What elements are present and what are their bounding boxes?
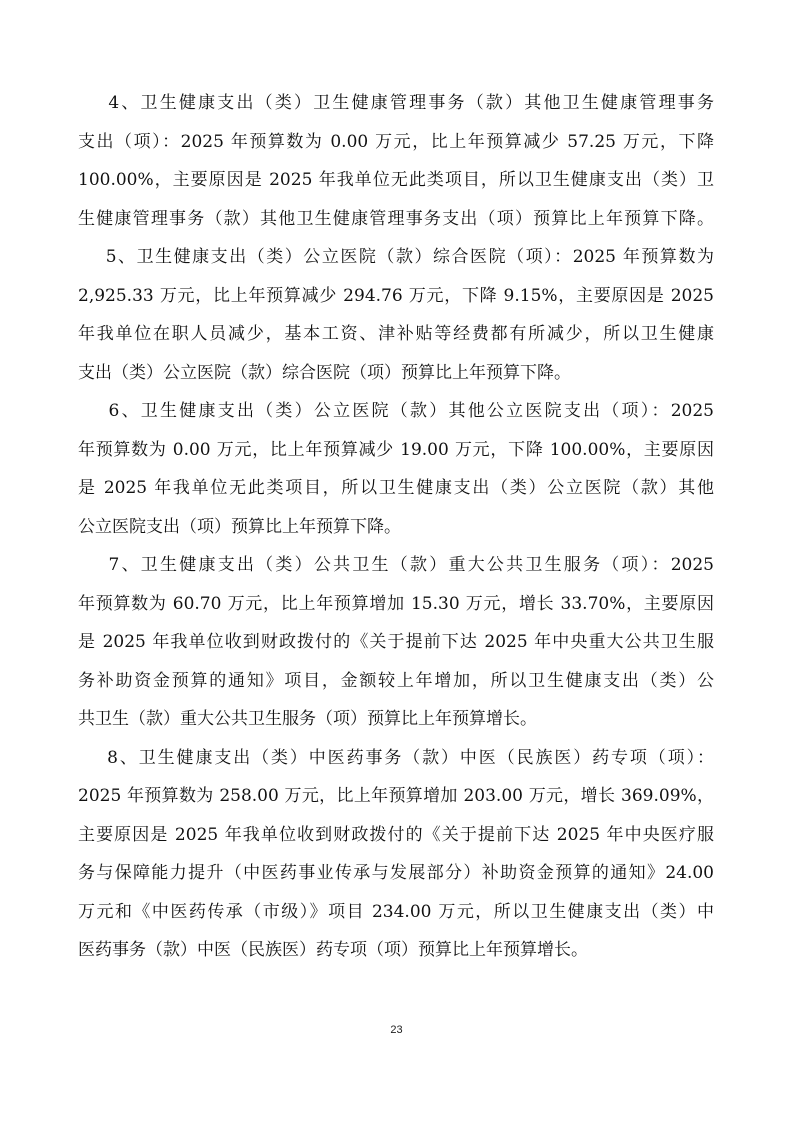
paragraph-line: 共卫生（款）重大公共卫生服务（项）预算比上年预算增长。	[78, 709, 537, 729]
paragraph-line: 务与保障能力提升（中医药事业传承与发展部分）补助资金预算的通知》24.00	[78, 863, 714, 883]
paragraph-line: 2025 年预算数为 258.00 万元，比上年预算增加 203.00 万元，增长 369.09%，	[78, 786, 714, 806]
paragraph-line: 务补助资金预算的通知》项目，金额较上年增加，所以卫生健康支出（类）公	[78, 670, 714, 691]
document-body	[78, 84, 714, 970]
paragraph-8	[78, 739, 714, 970]
paragraph-line: 是 2025 年我单位无此类项目，所以卫生健康支出（类）公立医院（款）其他	[78, 478, 714, 498]
paragraph-line: 2,925.33 万元，比上年预算减少 294.76 万元，下降 9.15%，主要原因是 2025	[78, 285, 714, 306]
paragraph-line: 年我单位在职人员减少，基本工资、津补贴等经费都有所减少，所以卫生健康	[78, 324, 714, 344]
paragraph-line: 万元和《中医药传承（市级）》项目 234.00 万元，所以卫生健康支出（类）中	[78, 901, 714, 922]
paragraph-line: 公立医院支出（项）预算比上年预算下降。	[78, 516, 401, 537]
paragraph-4	[78, 84, 714, 238]
paragraph-5	[78, 238, 714, 392]
paragraph-7	[78, 546, 714, 739]
paragraph-line: 6、卫生健康支出（类）公立医院（款）其他公立医院支出（项）：2025	[78, 401, 714, 421]
paragraph-line: 是 2025 年我单位收到财政拨付的《关于提前下达 2025 年中央重大公共卫生服	[78, 632, 714, 652]
paragraph-line: 年预算数为 0.00 万元，比上年预算减少 19.00 万元，下降 100.00%，主要原因	[78, 439, 714, 460]
paragraph-line: 5、卫生健康支出（类）公立医院（款）综合医院（项）：2025 年预算数为	[78, 247, 714, 267]
page-number: 23	[390, 1024, 403, 1036]
paragraph-line: 8、卫生健康支出（类）中医药事务（款）中医（民族医）药专项（项）：	[78, 747, 714, 768]
paragraph-line: 支出（类）公立医院（款）综合医院（项）预算比上年预算下降。	[78, 362, 571, 383]
paragraph-line: 4、卫生健康支出（类）卫生健康管理事务（款）其他卫生健康管理事务	[78, 93, 714, 113]
paragraph-line: 100.00%，主要原因是 2025 年我单位无此类项目，所以卫生健康支出（类）卫	[78, 170, 714, 190]
paragraph-line: 7、卫生健康支出（类）公共卫生（款）重大公共卫生服务（项）：2025	[78, 555, 714, 575]
paragraph-6	[78, 392, 714, 546]
paragraph-line: 医药事务（款）中医（民族医）药专项（项）预算比上年预算增长。	[78, 940, 588, 960]
paragraph-line: 主要原因是 2025 年我单位收到财政拨付的《关于提前下达 2025 年中央医疗服	[78, 824, 714, 845]
paragraph-line: 年预算数为 60.70 万元，比上年预算增加 15.30 万元，增长 33.70%，主要原因	[78, 593, 714, 614]
paragraph-line: 支出（项）：2025 年预算数为 0.00 万元，比上年预算减少 57.25 万元，下降	[78, 131, 714, 152]
paragraph-line: 生健康管理事务（款）其他卫生健康管理事务支出（项）预算比上年预算下降。	[78, 208, 714, 229]
